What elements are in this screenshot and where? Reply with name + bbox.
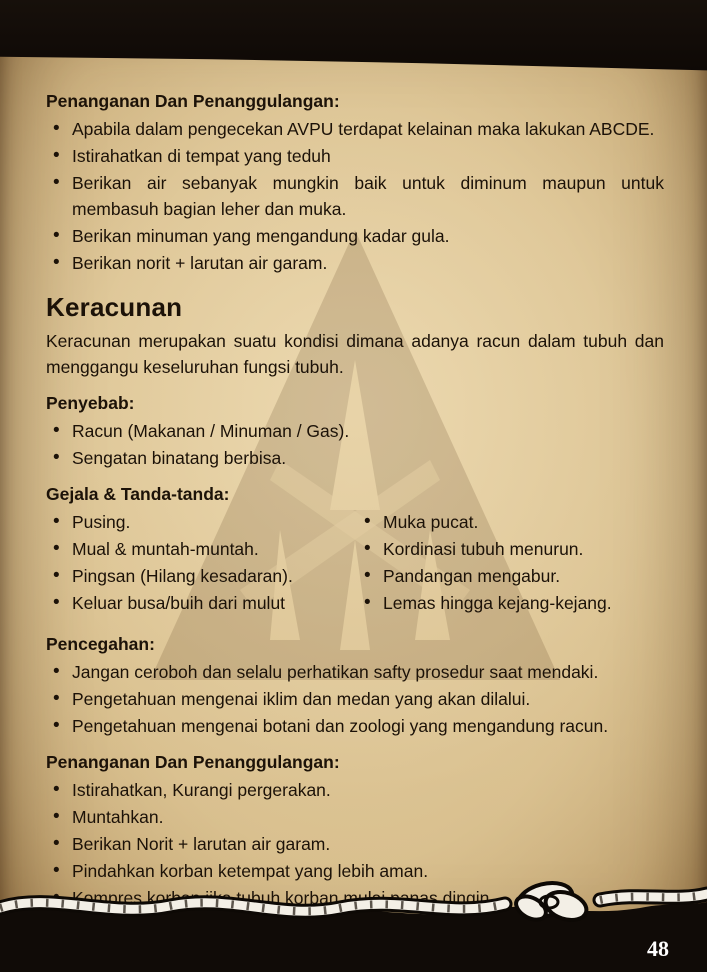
bullet-item: • Pingsan (Hilang kesadaran). bbox=[46, 563, 355, 589]
section-heading-penanganan1: Penanganan Dan Penanggulangan: bbox=[46, 91, 340, 111]
bullet-item: • Berikan norit + larutan air garam. bbox=[46, 250, 664, 276]
bullet-item: • Pengetahuan mengenai iklim dan medan yang akan dilalui. bbox=[46, 686, 664, 712]
bullet-item: • Istirahatkan di tempat yang teduh bbox=[46, 143, 664, 169]
bullet-item: • Pandangan mengabur. bbox=[357, 563, 664, 589]
header-banner bbox=[0, 0, 707, 80]
section-heading-gejala: Gejala & Tanda-tanda: bbox=[46, 484, 230, 504]
bullet-item: • Muka pucat. bbox=[357, 509, 664, 535]
bullet-item: • Jangan ceroboh dan selalu perhatikan safty prosedur saat mendaki. bbox=[46, 659, 664, 685]
chapter-title-keracunan: Keracunan bbox=[46, 292, 183, 322]
bullet-item: • Keluar busa/buih dari mulut bbox=[46, 590, 355, 616]
bullet-item: • Pindahkan korban ketempat yang lebih aman. bbox=[46, 858, 664, 884]
bullet-item: • Sengatan binatang berbisa. bbox=[46, 445, 664, 471]
section-heading-pencegahan: Pencegahan: bbox=[46, 634, 155, 654]
bullet-item: • Pusing. bbox=[46, 509, 355, 535]
bullet-item: • Mual & muntah-muntah. bbox=[46, 536, 355, 562]
penyebab-list bbox=[46, 418, 664, 471]
bullet-item: • Muntahkan. bbox=[46, 804, 664, 830]
section-heading-penyebab: Penyebab: bbox=[46, 393, 135, 413]
bullet-item: • Lemas hingga kejang-kejang. bbox=[357, 590, 664, 616]
bullet-item: • Berikan minuman yang mengandung kadar gula. bbox=[46, 223, 664, 249]
pencegahan-list bbox=[46, 659, 664, 739]
bullet-item: • Berikan Norit + larutan air garam. bbox=[46, 831, 664, 857]
page-content bbox=[46, 78, 664, 915]
page-number: 48 bbox=[647, 936, 669, 961]
bullet-item: • Apabila dalam pengecekan AVPU terdapat kelainan maka lakukan ABCDE. bbox=[46, 116, 664, 142]
bullet-item: • Racun (Makanan / Minuman / Gas). bbox=[46, 418, 664, 444]
bullet-item: • Berikan air sebanyak mungkin baik untuk diminum maupun untuk membasuh bagian leher dan muka. bbox=[46, 170, 664, 222]
section-heading-penanganan2: Penanganan Dan Penanggulangan: bbox=[46, 752, 340, 772]
gejala-list-left bbox=[46, 509, 355, 617]
bullet-item: • Kordinasi tubuh menurun. bbox=[357, 536, 664, 562]
gejala-list-right bbox=[355, 509, 664, 617]
penanganan1-list bbox=[46, 116, 664, 276]
rope-illustration bbox=[0, 862, 707, 972]
gejala-columns bbox=[46, 509, 664, 621]
keracunan-intro: Keracunan merupakan suatu kondisi dimana adanya racun dalam tubuh dan menggangu keseluruhan fungsi tubuh. bbox=[46, 331, 664, 377]
bullet-item: • Istirahatkan, Kurangi pergerakan. bbox=[46, 777, 664, 803]
bullet-item: • Pengetahuan mengenai botani dan zoologi yang mengandung racun. bbox=[46, 713, 664, 739]
bullet-item: • Kompres korban jika tubuh korban mulai panas dingin. bbox=[46, 885, 664, 911]
